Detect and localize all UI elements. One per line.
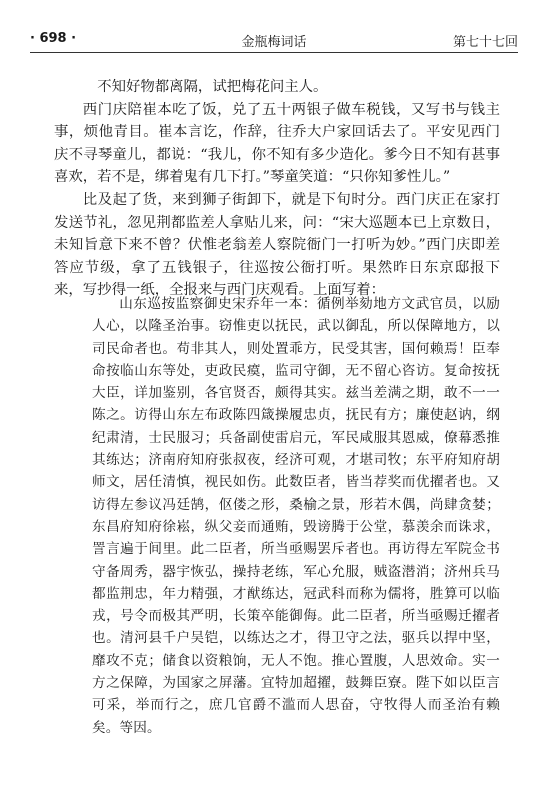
- page-header: [30, 28, 518, 53]
- paragraph: 西门庆陪崔本吃了饭，兑了五十两银子做车税钱，又写书与钱主事，烦他青目。崔本言讫，作辞，往乔大户家回话去了。平安见西门庆不寻琴童儿，都说：“我儿，你不知有多少造化。爹今日不知有甚事喜欢，若不是，绑着鬼有几下打。”琴童笑道：“只你知爹性儿。”: [54, 101, 500, 186]
- paragraph: 比及起了货，来到狮子街卸下，就是下旬时分。西门庆正在家打发送节礼，忽见荆都监差人拿贴儿来，问：“宋大巡题本已上京数日，未知旨意下来不曾？伏惟老翁差人察院衙门一打听为妙。”西门庆即差答应节级，拿了五钱银子，往巡按公衙打听。果然昨日东京邸报下来，写抄得一纸，全报来与西门庆观看。上面写着：: [54, 191, 500, 299]
- poem-line: 不知好物都离隔，试把梅花问主人。: [97, 79, 328, 95]
- memorial-quote: 山东巡按监察御史宋乔年一本：循例举劾地方文武官员，以励人心，以隆圣治事。窃惟吏以抚民，武以御乱，所以保障地方，以司民命者也。苟非其人，则处置乖方，民受其害，国何赖焉！臣奉命按临山东等处，吏政民瘼，监司守御，无不留心咨访。复命按抚大臣，详加鉴别，各官贤否，颇得其实。兹当差满之期，敢不一一陈之。访得山东左布政陈四箴操履忠贞，抚民有方；廉使赵讷，纲纪肃清，士民服习；兵备副使雷启元，军民咸服其恩威，僚幕悉推其练达；济南府知府张叔夜，经济可观，才堪司牧；东平府知府胡师文，居任清慎，视民如伤。此数臣者，皆当荐奖而优擢者也。又访得左参议冯廷鹄，伛偻之形，桑榆之景，形若木偶，尚肆贪婪；东昌府知府徐崧，纵父妾而通贿，毁谤腾于公堂，慕羡余而诛求，詈言遍于间里。此二臣者，所当亟赐罢斥者也。再访得左军院佥书守备周秀，器宇恢弘，操持老练，军心允服，贼盗潜消；济州兵马都监荆忠，年力精强，才猷练达，冠武科而称为儒将，胜算可以临戎，号令而极其严明，长策卒能御侮。此二臣者，所当亟赐迁擢者也。清河县千户吴铠，以练达之才，得卫守之法，驱兵以捍中坚，靡攻不克；储食以资粮饷，无人不饱。推心置腹，人思效命。实一方之保障，为国家之屏藩。宜特加超擢，鼓舞臣寮。陛下如以臣言可采，举而行之，庶几官爵不滥而人思奋，守牧得人而圣治有赖矣。等因。: [92, 296, 500, 736]
- body-text: [54, 76, 500, 302]
- chapter-title: 第七十七回: [452, 35, 518, 50]
- page-number: · 698 ·: [30, 31, 77, 46]
- book-title: 金瓶梅词话: [241, 35, 307, 50]
